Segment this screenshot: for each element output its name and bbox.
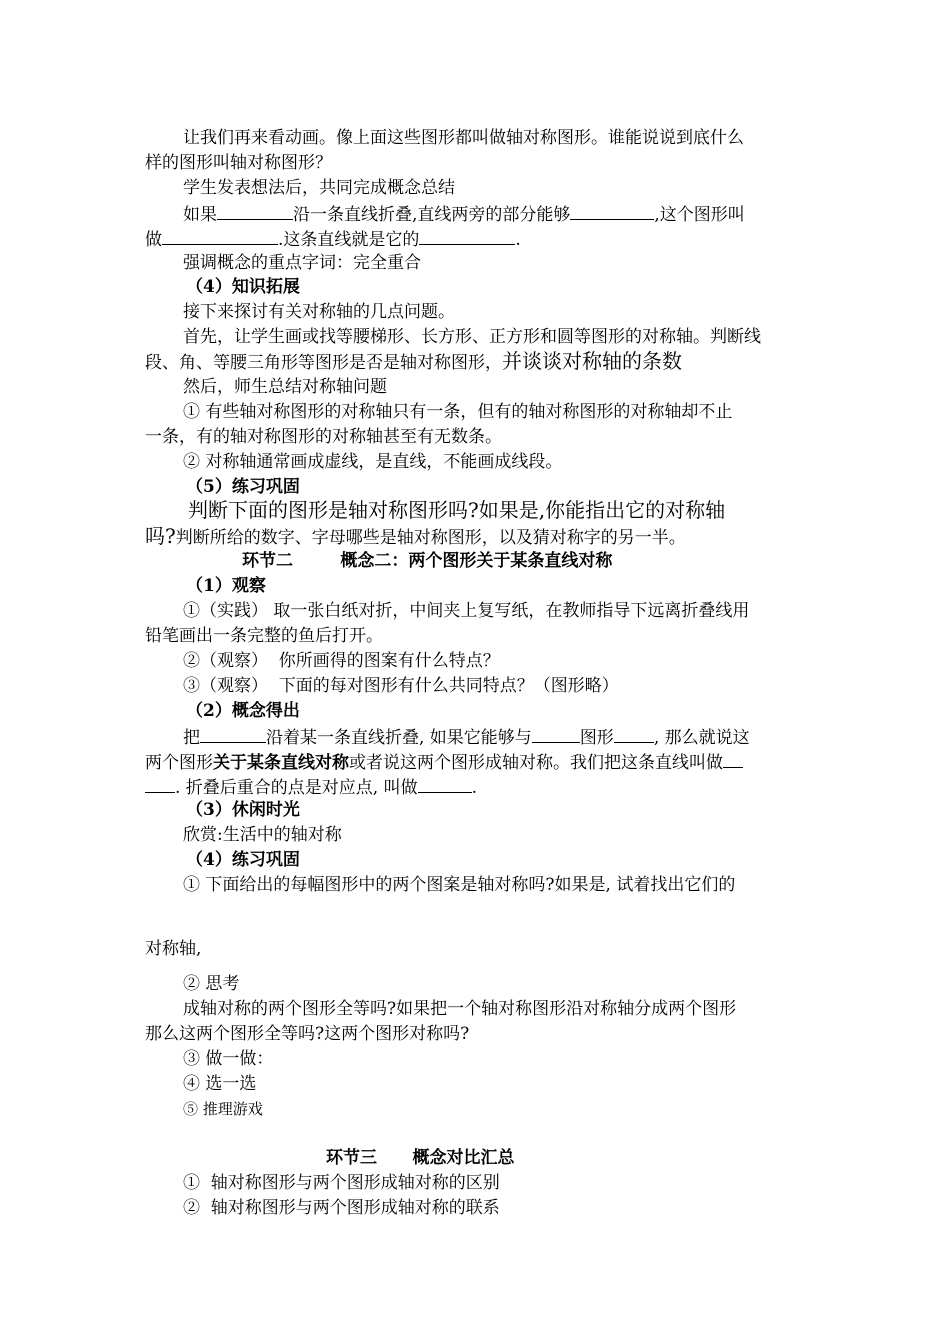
heading-practice-2: （4）练习巩固 <box>186 850 300 870</box>
fill-blank-definition-line2 <box>145 226 521 252</box>
text-segment: 做 <box>145 230 162 250</box>
text-segment: 如果 <box>183 205 217 225</box>
paragraph-observe-3: ③（观察） 下面的每对图形有什么共同特点？（图形略） <box>183 676 619 696</box>
heading-practice-1: （5）练习巩固 <box>186 477 300 497</box>
exercise-reasoning-game: ⑤ 推理游戏 <box>183 1100 263 1118</box>
blank-line <box>418 774 472 793</box>
paragraph-axis-questions: 接下来探讨有关对称轴的几点问题。 <box>183 302 455 322</box>
blank-line <box>200 724 266 743</box>
text-segment: 沿着某一条直线折叠, 如果它能够与 <box>266 728 532 748</box>
exercise-choose: ④ 选一选 <box>183 1074 257 1094</box>
paragraph-point2: ② 对称轴通常画成虚线，是直线，不能画成线段。 <box>183 452 563 472</box>
exercise-3-line2: 那么这两个图形全等吗?这两个图形对称吗? <box>145 1024 470 1044</box>
exercise-2-think: ② 思考 <box>183 974 240 994</box>
paragraph-practice-line2: 铅笔画出一条完整的鱼后打开。 <box>145 626 383 646</box>
heading-observe: （1）观察 <box>186 576 266 596</box>
text-segment: ,这个图形叫 <box>654 205 745 225</box>
paragraph-observe-2: ②（观察） 你所画得的图案有什么特点？ <box>183 651 500 671</box>
blank-line <box>570 201 654 220</box>
exercise-3-line1: 成轴对称的两个图形全等吗?如果把一个轴对称图形沿对称轴分成两个图形 <box>183 999 737 1019</box>
paragraph-then: 然后，师生总结对称轴问题 <box>183 377 387 397</box>
heading-leisure: （3）休闲时光 <box>186 800 300 820</box>
text-segment: . <box>515 230 521 250</box>
section-title-3: 环节三 概念对比汇总 <box>326 1148 515 1168</box>
blank-line <box>145 774 175 793</box>
paragraph-animation-line1: 让我们再来看动画。像上面这些图形都叫做轴对称图形。谁能说说到底什么 <box>183 128 744 148</box>
text-segment: 或者说这两个图形成轴对称。我们把这条直线叫做 <box>349 753 723 773</box>
paragraph-judge-line1: 判断下面的图形是轴对称图形吗?如果是,你能指出它的对称轴 <box>188 498 726 522</box>
section-title-2: 环节二 概念二：两个图形关于某条直线对称 <box>242 551 613 571</box>
text-segment: 吗? <box>145 524 176 548</box>
blank-line <box>723 749 743 768</box>
exercise-do: ③ 做一做： <box>183 1049 274 1069</box>
paragraph-animation-line2: 样的图形叫轴对称图形？ <box>145 153 332 173</box>
fill-blank-concept-line3 <box>145 774 477 800</box>
paragraph-practice-line1: ①（实践） 取一张白纸对折，中间夹上复写纸，在教师指导下远离折叠线用 <box>183 601 750 621</box>
text-segment: 关于某条直线对称 <box>213 753 349 773</box>
text-segment: .这条直线就是它的 <box>278 230 420 250</box>
heading-concept: （2）概念得出 <box>186 701 300 721</box>
summary-item-difference: ① 轴对称图形与两个图形成轴对称的区别 <box>183 1173 500 1193</box>
blank-line <box>532 724 580 743</box>
exercise-1-line1: ① 下面给出的每幅图形中的两个图案是轴对称吗?如果是, 试着找出它们的 <box>183 875 736 895</box>
paragraph-key-words: 强调概念的重点字词：完全重合 <box>183 253 421 273</box>
blank-line <box>614 724 654 743</box>
paragraph-first-line2 <box>145 349 682 375</box>
text-segment: 判断所给的数字、字母哪些是轴对称图形，以及猜对称字的另一半。 <box>175 528 686 548</box>
blank-line <box>217 201 293 220</box>
paragraph-first-line1: 首先，让学生画或找等腰梯形、长方形、正方形和圆等图形的对称轴。判断线 <box>183 327 761 347</box>
text-segment: 段、角、等腰三角形等图形是否是轴对称图形， <box>145 353 502 373</box>
exercise-1-line2: 对称轴, <box>145 939 202 959</box>
fill-blank-definition-line1 <box>183 201 745 227</box>
summary-item-connection: ② 轴对称图形与两个图形成轴对称的联系 <box>183 1198 500 1218</box>
blank-line <box>419 226 515 245</box>
heading-knowledge-extension: （4）知识拓展 <box>186 277 300 297</box>
text-segment: 并谈谈对称轴的条数 <box>502 349 682 373</box>
text-segment: . <box>471 778 478 798</box>
paragraph-judge-line2 <box>145 524 686 550</box>
text-segment: 沿一条直线折叠,直线两旁的部分能够 <box>293 205 571 225</box>
blank-line <box>162 226 278 245</box>
text-segment: 两个图形 <box>145 753 213 773</box>
text-segment: , 那么就说这 <box>653 728 750 748</box>
text-segment: 图形 <box>579 728 614 748</box>
paragraph-point1-line1: ① 有些轴对称图形的对称轴只有一条，但有的轴对称图形的对称轴却不止 <box>183 402 733 422</box>
text-segment: 把 <box>183 728 200 748</box>
fill-blank-concept-line1 <box>183 724 750 750</box>
paragraph-point1-line2: 一条，有的轴对称图形的对称轴甚至有无数条。 <box>145 427 502 447</box>
fill-blank-concept-line2 <box>145 749 743 775</box>
paragraph-enjoy: 欣赏:生活中的轴对称 <box>183 825 342 845</box>
text-segment: . 折叠后重合的点是对应点, 叫做 <box>175 778 418 798</box>
paragraph-student-ideas: 学生发表想法后，共同完成概念总结 <box>183 178 455 198</box>
